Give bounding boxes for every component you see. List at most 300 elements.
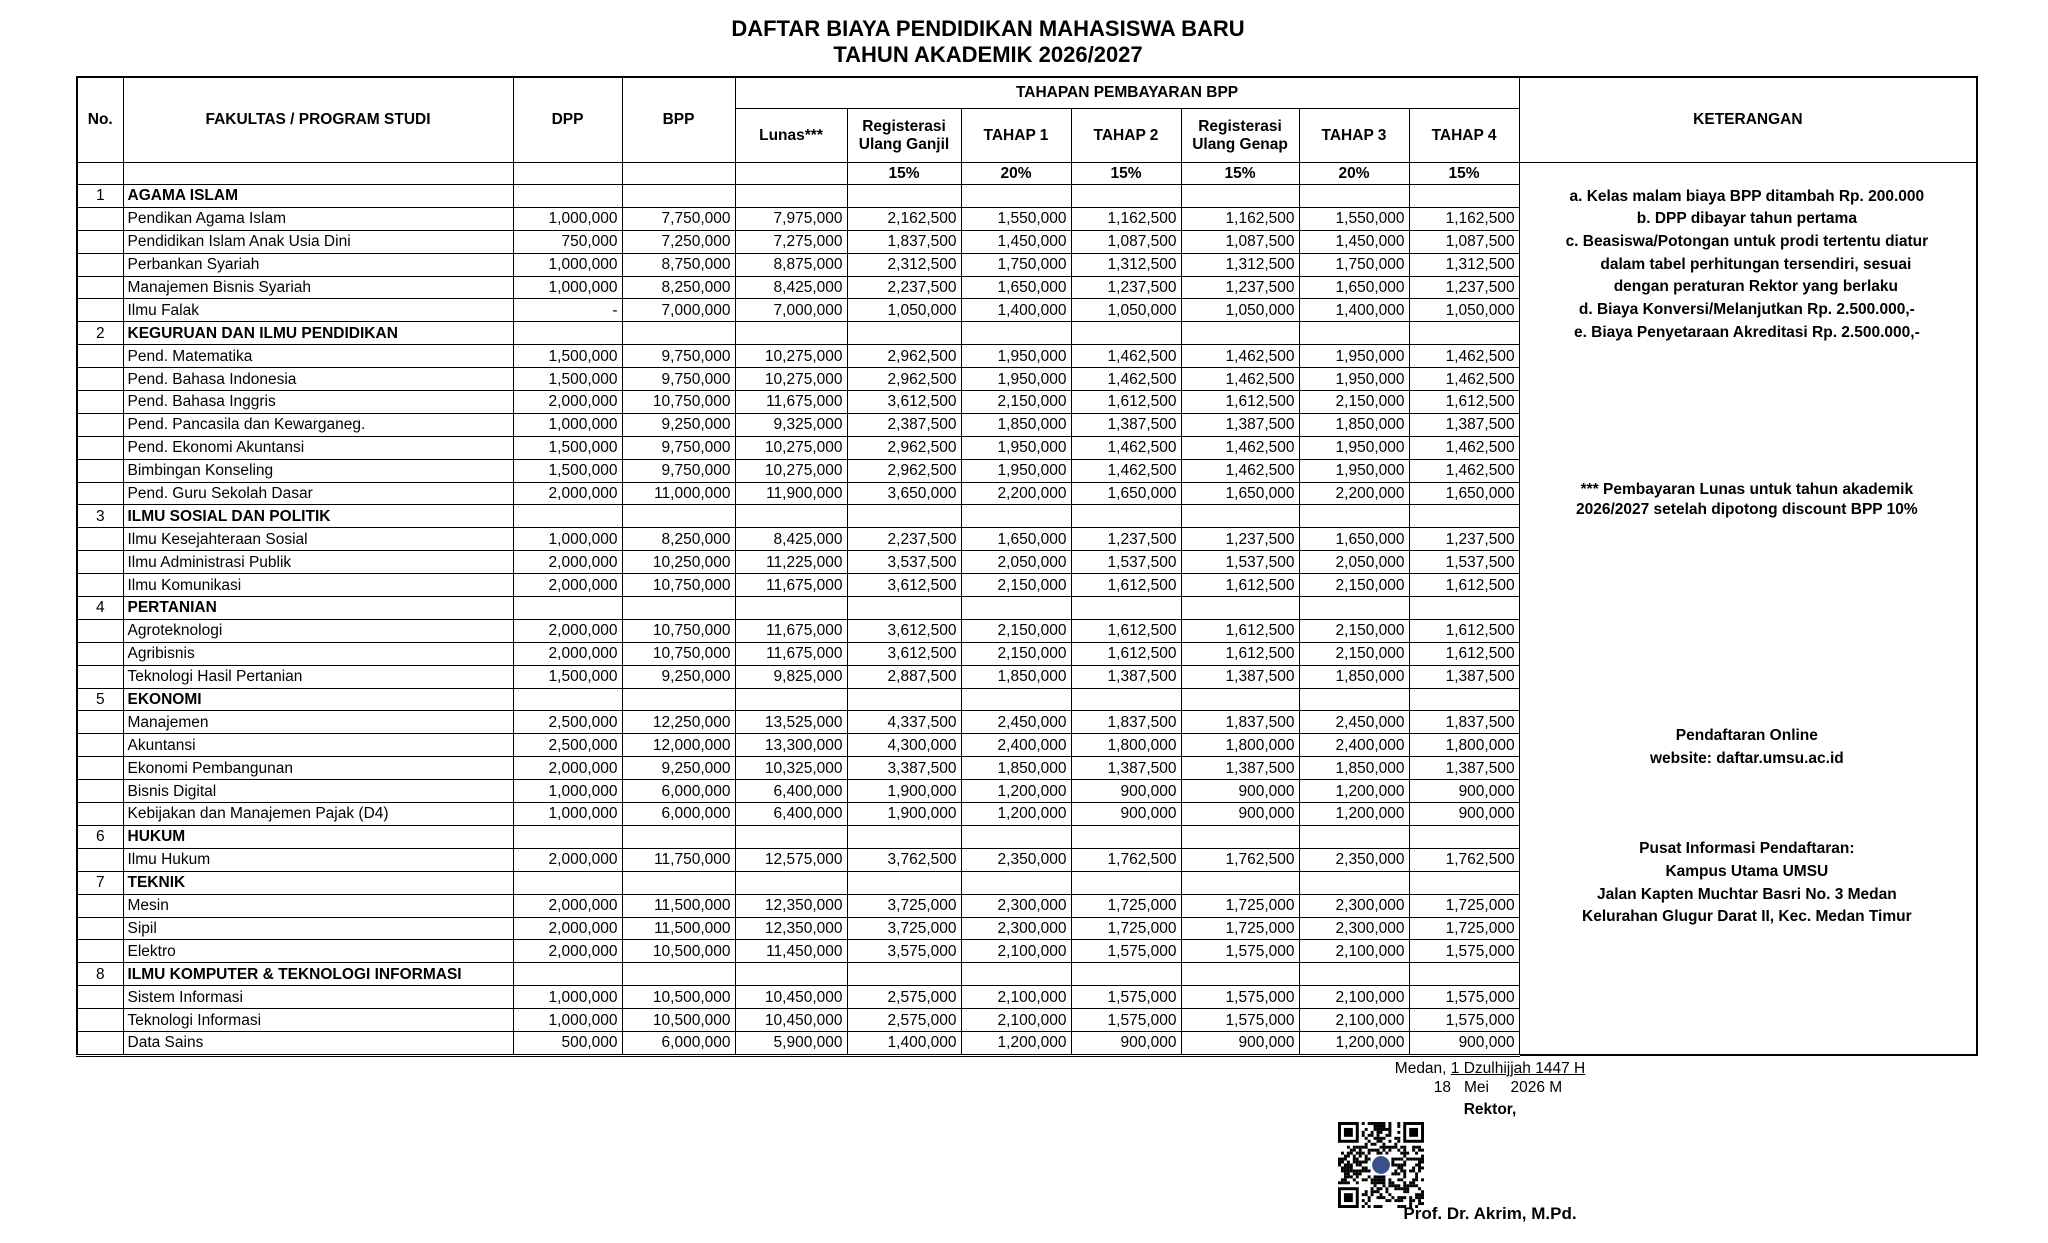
fee-value: 1,537,500: [1071, 551, 1181, 574]
fee-value: 1,575,000: [1181, 986, 1299, 1009]
fee-value: 11,900,000: [735, 482, 847, 505]
fee-value: 1,462,500: [1181, 368, 1299, 391]
fee-value: 7,000,000: [622, 299, 735, 322]
fee-value: 1,462,500: [1409, 368, 1519, 391]
fee-value: 2,387,500: [847, 413, 961, 436]
fee-value: 2,962,500: [847, 436, 961, 459]
fee-value: 11,675,000: [735, 619, 847, 642]
fee-value: 1,312,500: [1181, 253, 1299, 276]
fee-value: 1,200,000: [1299, 803, 1409, 826]
fee-value: 1,850,000: [1299, 757, 1409, 780]
info-center: Pusat Informasi Pendaftaran:: [1639, 840, 1855, 858]
fee-value: 1,462,500: [1071, 436, 1181, 459]
fee-value: 1,462,500: [1181, 436, 1299, 459]
fee-value: 2,350,000: [961, 848, 1071, 871]
fee-value: 1,237,500: [1071, 528, 1181, 551]
fee-value: 900,000: [1409, 780, 1519, 803]
header-tahap3: TAHAP 3: [1299, 109, 1409, 163]
fee-value: 2,575,000: [847, 986, 961, 1009]
fee-value: 1,575,000: [1181, 1009, 1299, 1032]
fee-value: 2,000,000: [513, 391, 622, 414]
fee-value: 1,762,500: [1071, 848, 1181, 871]
fee-value: 900,000: [1181, 1031, 1299, 1055]
fee-value: 1,950,000: [961, 345, 1071, 368]
pct-tahap3: 20%: [1299, 163, 1409, 185]
note-c-cont: dengan peraturan Rektor yang berlaku: [1613, 278, 1898, 296]
fee-value: 1,950,000: [1299, 436, 1409, 459]
fee-value: 11,675,000: [735, 574, 847, 597]
fee-value: 2,500,000: [513, 711, 622, 734]
fee-value: 2,300,000: [1299, 894, 1409, 917]
program-name: Elektro: [123, 940, 513, 963]
fee-value: 1,000,000: [513, 413, 622, 436]
fee-value: 1,650,000: [1299, 276, 1409, 299]
fee-value: 900,000: [1409, 1031, 1519, 1055]
note-lunas: 2026/2027 setelah dipotong discount BPP 10%: [1575, 500, 1918, 518]
fee-value: 8,250,000: [622, 528, 735, 551]
fee-value: 11,500,000: [622, 894, 735, 917]
percentage-row: [77, 163, 1977, 185]
fee-value: 1,900,000: [847, 780, 961, 803]
fee-value: 11,675,000: [735, 642, 847, 665]
program-name: Pend. Matematika: [123, 345, 513, 368]
program-name: Ilmu Kesejahteraan Sosial: [123, 528, 513, 551]
fee-value: 1,650,000: [1071, 482, 1181, 505]
program-name: Ilmu Hukum: [123, 848, 513, 871]
header-tahap2: TAHAP 2: [1071, 109, 1181, 163]
fee-value: 7,750,000: [622, 207, 735, 230]
fee-value: 1,850,000: [1299, 665, 1409, 688]
fee-value: 2,300,000: [961, 894, 1071, 917]
fee-value: 1,500,000: [513, 665, 622, 688]
program-name: Manajemen Bisnis Syariah: [123, 276, 513, 299]
fee-value: 3,575,000: [847, 940, 961, 963]
fee-value: 2,162,500: [847, 207, 961, 230]
fee-value: 11,750,000: [622, 848, 735, 871]
faculty-name: PERTANIAN: [123, 597, 513, 620]
fee-value: 1,850,000: [961, 413, 1071, 436]
fee-value: 1,000,000: [513, 253, 622, 276]
fee-value: 1,000,000: [513, 1009, 622, 1032]
fee-value: 2,000,000: [513, 642, 622, 665]
fee-value: 1,750,000: [961, 253, 1071, 276]
fee-value: 1,200,000: [1299, 780, 1409, 803]
document-subtitle: TAHUN AKADEMIK 2026/2027: [833, 42, 1143, 67]
fee-value: 2,450,000: [961, 711, 1071, 734]
fee-value: 1,200,000: [961, 1031, 1071, 1055]
note-c-cont: dalam tabel perhitungan tersendiri, sesuai: [1600, 255, 1912, 273]
fee-value: 1,800,000: [1409, 734, 1519, 757]
fee-value: 1,087,500: [1181, 230, 1299, 253]
program-name: Pend. Pancasila dan Kewarganeg.: [123, 413, 513, 436]
fee-value: 1,462,500: [1071, 368, 1181, 391]
fee-value: 1,725,000: [1071, 917, 1181, 940]
program-name: Agroteknologi: [123, 619, 513, 642]
faculty-name: HUKUM: [123, 825, 513, 848]
fee-value: 1,650,000: [1409, 482, 1519, 505]
fee-value: 3,612,500: [847, 574, 961, 597]
note-lunas: *** Pembayaran Lunas untuk tahun akademik: [1580, 480, 1914, 498]
fee-value: 1,387,500: [1181, 665, 1299, 688]
fee-value: 1,462,500: [1071, 459, 1181, 482]
program-name: Mesin: [123, 894, 513, 917]
program-name: Manajemen: [123, 711, 513, 734]
header-tahap1: TAHAP 1: [961, 109, 1071, 163]
fee-value: 1,550,000: [1299, 207, 1409, 230]
fee-value: 1,612,500: [1181, 574, 1299, 597]
fee-value: 1,462,500: [1409, 436, 1519, 459]
info-center: Jalan Kapten Muchtar Basri No. 3 Medan: [1596, 885, 1897, 903]
fee-value: 9,750,000: [622, 436, 735, 459]
fee-table: [76, 76, 1978, 1057]
program-name: Teknologi Informasi: [123, 1009, 513, 1032]
fee-value: 1,537,500: [1409, 551, 1519, 574]
fee-value: 9,250,000: [622, 665, 735, 688]
fee-value: 3,725,000: [847, 917, 961, 940]
fee-value: 2,100,000: [1299, 940, 1409, 963]
fee-value: 1,000,000: [513, 780, 622, 803]
fee-value: 1,312,500: [1409, 253, 1519, 276]
fee-value: 1,575,000: [1071, 986, 1181, 1009]
note-d: d. Biaya Konversi/Melanjutkan Rp. 2.500.000,-: [1578, 301, 1915, 319]
pct-tahap1: 20%: [961, 163, 1071, 185]
fee-value: 1,050,000: [1409, 299, 1519, 322]
program-name: Agribisnis: [123, 642, 513, 665]
fee-value: 3,725,000: [847, 894, 961, 917]
fee-value: 10,450,000: [735, 986, 847, 1009]
fee-value: 10,275,000: [735, 368, 847, 391]
fee-value: 9,325,000: [735, 413, 847, 436]
header-lunas: Lunas***: [735, 109, 847, 163]
fee-value: 1,725,000: [1181, 894, 1299, 917]
fee-value: 9,750,000: [622, 459, 735, 482]
fee-value: 1,462,500: [1181, 345, 1299, 368]
fee-value: 1,400,000: [961, 299, 1071, 322]
fee-value: 2,150,000: [961, 642, 1071, 665]
fee-value: 2,150,000: [961, 619, 1071, 642]
fee-value: 7,275,000: [735, 230, 847, 253]
faculty-number: 2: [77, 322, 123, 345]
fee-value: 1,387,500: [1071, 665, 1181, 688]
program-row: [77, 1031, 1977, 1055]
fee-value: 6,000,000: [622, 803, 735, 826]
fee-value: 1,612,500: [1409, 574, 1519, 597]
fee-value: 900,000: [1071, 1031, 1181, 1055]
fee-value: 6,400,000: [735, 803, 847, 826]
faculty-name: EKONOMI: [123, 688, 513, 711]
fee-value: 2,450,000: [1299, 711, 1409, 734]
header-dpp: DPP: [513, 77, 622, 163]
hijri-date: 1 Dzulhijjah 1447 H: [1450, 1060, 1586, 1077]
fee-value: 500,000: [513, 1031, 622, 1055]
fee-value: 9,750,000: [622, 345, 735, 368]
fee-value: 1,575,000: [1409, 1009, 1519, 1032]
faculty-name: AGAMA ISLAM: [123, 185, 513, 208]
faculty-number: 3: [77, 505, 123, 528]
fee-value: 1,650,000: [1181, 482, 1299, 505]
fee-value: 1,612,500: [1071, 391, 1181, 414]
info-center: Kampus Utama UMSU: [1665, 862, 1829, 880]
fee-value: 1,462,500: [1071, 345, 1181, 368]
fee-value: 1,575,000: [1071, 1009, 1181, 1032]
fee-value: 7,000,000: [735, 299, 847, 322]
fee-value: 10,275,000: [735, 345, 847, 368]
fee-value: 8,250,000: [622, 276, 735, 299]
faculty-name: TEKNIK: [123, 871, 513, 894]
fee-value: 1,837,500: [847, 230, 961, 253]
fee-value: 1,725,000: [1071, 894, 1181, 917]
fee-value: 1,237,500: [1409, 528, 1519, 551]
fee-value: 1,575,000: [1071, 940, 1181, 963]
faculty-number: 1: [77, 185, 123, 208]
fee-value: 10,275,000: [735, 436, 847, 459]
fee-value: 6,400,000: [735, 780, 847, 803]
fee-value: 12,350,000: [735, 894, 847, 917]
fee-value: 1,000,000: [513, 207, 622, 230]
fee-value: 6,000,000: [622, 780, 735, 803]
fee-value: 9,750,000: [622, 368, 735, 391]
fee-value: 2,400,000: [961, 734, 1071, 757]
fee-value: 1,450,000: [1299, 230, 1409, 253]
fee-value: 11,450,000: [735, 940, 847, 963]
fee-value: 1,612,500: [1409, 391, 1519, 414]
program-name: Pendikan Agama Islam: [123, 207, 513, 230]
fee-value: 2,575,000: [847, 1009, 961, 1032]
header-program: FAKULTAS / PROGRAM STUDI: [123, 77, 513, 163]
fee-value: 1,050,000: [847, 299, 961, 322]
fee-value: 1,950,000: [1299, 368, 1409, 391]
signature-place-date: Medan, 1 Dzulhijjah 1447 H: [1394, 1060, 1586, 1077]
fee-value: 11,225,000: [735, 551, 847, 574]
fee-value: 900,000: [1071, 780, 1181, 803]
fee-value: 12,575,000: [735, 848, 847, 871]
fee-value: 11,500,000: [622, 917, 735, 940]
fee-value: 1,087,500: [1409, 230, 1519, 253]
fee-value: 1,612,500: [1409, 619, 1519, 642]
fee-value: 1,462,500: [1409, 345, 1519, 368]
fee-value: 1,650,000: [1299, 528, 1409, 551]
fee-value: 1,612,500: [1181, 619, 1299, 642]
fee-value: 1,200,000: [961, 803, 1071, 826]
fee-value: 2,000,000: [513, 619, 622, 642]
fee-value: 1,837,500: [1181, 711, 1299, 734]
fee-value: 8,875,000: [735, 253, 847, 276]
header-bpp: BPP: [622, 77, 735, 163]
pct-tahap4: 15%: [1409, 163, 1519, 185]
fee-value: 10,275,000: [735, 459, 847, 482]
fee-value: 1,500,000: [513, 436, 622, 459]
note-e: e. Biaya Penyetaraan Akreditasi Rp. 2.500.000,-: [1573, 323, 1920, 341]
keterangan-notes: [1519, 163, 1977, 1032]
fee-value: 1,387,500: [1409, 413, 1519, 436]
fee-value: 3,612,500: [847, 642, 961, 665]
online-registration: Pendaftaran Online: [1675, 726, 1818, 744]
fee-value: 7,975,000: [735, 207, 847, 230]
fee-value: 12,350,000: [735, 917, 847, 940]
fee-value: 1,837,500: [1071, 711, 1181, 734]
fee-value: 2,100,000: [1299, 986, 1409, 1009]
document-title: DAFTAR BIAYA PENDIDIKAN MAHASISWA BARU: [731, 16, 1245, 41]
fee-value: 1,612,500: [1071, 619, 1181, 642]
program-name: Pend. Ekonomi Akuntansi: [123, 436, 513, 459]
fee-value: 2,150,000: [1299, 619, 1409, 642]
fee-value: 1,462,500: [1181, 459, 1299, 482]
fee-value: 1,575,000: [1409, 986, 1519, 1009]
fee-value: 1,237,500: [1181, 528, 1299, 551]
fee-value: 900,000: [1181, 803, 1299, 826]
fee-value: 8,425,000: [735, 528, 847, 551]
fee-value: 1,450,000: [961, 230, 1071, 253]
faculty-number: 5: [77, 688, 123, 711]
qr-code: [1338, 1122, 1424, 1208]
fee-value: 2,500,000: [513, 734, 622, 757]
fee-value: 2,400,000: [1299, 734, 1409, 757]
fee-value: 1,725,000: [1409, 917, 1519, 940]
fee-value: 1,950,000: [1299, 459, 1409, 482]
fee-value: 2,200,000: [1299, 482, 1409, 505]
fee-value: 10,250,000: [622, 551, 735, 574]
faculty-name: ILMU SOSIAL DAN POLITIK: [123, 505, 513, 528]
pct-tahap2: 15%: [1071, 163, 1181, 185]
fee-value: 3,762,500: [847, 848, 961, 871]
header-reg-ganjil: Registerasi Ulang Ganjil: [847, 109, 961, 163]
fee-value: 2,000,000: [513, 894, 622, 917]
fee-value: 1,612,500: [1071, 642, 1181, 665]
fee-value: 1,850,000: [961, 665, 1071, 688]
fee-value: 13,300,000: [735, 734, 847, 757]
fee-value: 1,612,500: [1181, 391, 1299, 414]
fee-value: 900,000: [1409, 803, 1519, 826]
fee-value: 3,612,500: [847, 619, 961, 642]
fee-value: 2,000,000: [513, 848, 622, 871]
fee-value: 1,387,500: [1409, 665, 1519, 688]
fee-value: 2,150,000: [961, 391, 1071, 414]
fee-value: 10,500,000: [622, 986, 735, 1009]
program-name: Data Sains: [123, 1031, 513, 1055]
fee-value: 3,537,500: [847, 551, 961, 574]
fee-value: 2,300,000: [1299, 917, 1409, 940]
fee-value: 1,400,000: [847, 1031, 961, 1055]
fee-value: 3,387,500: [847, 757, 961, 780]
fee-value: 12,250,000: [622, 711, 735, 734]
fee-value: 2,887,500: [847, 665, 961, 688]
fee-value: 10,750,000: [622, 574, 735, 597]
fee-value: 1,237,500: [1071, 276, 1181, 299]
fee-value: 2,150,000: [1299, 391, 1409, 414]
note-b: b. DPP dibayar tahun pertama: [1636, 210, 1857, 228]
program-name: Ilmu Falak: [123, 299, 513, 322]
fee-value: 6,000,000: [622, 1031, 735, 1055]
fee-value: 1,950,000: [961, 436, 1071, 459]
fee-value: 9,250,000: [622, 757, 735, 780]
fee-value: 1,900,000: [847, 803, 961, 826]
fee-value: 1,612,500: [1181, 642, 1299, 665]
fee-value: 4,300,000: [847, 734, 961, 757]
gregorian-date: 18 Mei 2026 M: [1433, 1079, 1563, 1096]
fee-value: 2,000,000: [513, 574, 622, 597]
header-keterangan: KETERANGAN: [1519, 77, 1977, 163]
fee-value: 1,000,000: [513, 276, 622, 299]
fee-value: 8,750,000: [622, 253, 735, 276]
fee-value: 2,200,000: [961, 482, 1071, 505]
fee-value: 13,525,000: [735, 711, 847, 734]
program-name: Akuntansi: [123, 734, 513, 757]
fee-value: 10,750,000: [622, 642, 735, 665]
info-center: Kelurahan Glugur Darat II, Kec. Medan Timur: [1582, 908, 1912, 926]
fee-value: 7,250,000: [622, 230, 735, 253]
fee-value: 10,325,000: [735, 757, 847, 780]
fee-value: 1,800,000: [1071, 734, 1181, 757]
fee-value: 1,387,500: [1071, 757, 1181, 780]
fee-value: 2,150,000: [1299, 574, 1409, 597]
fee-value: 2,100,000: [961, 940, 1071, 963]
faculty-name: ILMU KOMPUTER & TEKNOLOGI INFORMASI: [123, 963, 513, 986]
header-no: No.: [77, 77, 123, 163]
fee-value: 1,725,000: [1181, 917, 1299, 940]
fee-value: 1,400,000: [1299, 299, 1409, 322]
fee-value: 9,825,000: [735, 665, 847, 688]
fee-value: 2,000,000: [513, 757, 622, 780]
fee-value: 1,000,000: [513, 528, 622, 551]
note-c: c. Beasiswa/Potongan untuk prodi tertentu diatur: [1565, 233, 1929, 251]
fee-value: 1,762,500: [1409, 848, 1519, 871]
fee-value: 1,575,000: [1409, 940, 1519, 963]
pct-reg-genap: 15%: [1181, 163, 1299, 185]
fee-value: 2,150,000: [961, 574, 1071, 597]
fee-value: 11,000,000: [622, 482, 735, 505]
fee-value: 1,500,000: [513, 459, 622, 482]
program-name: Bisnis Digital: [123, 780, 513, 803]
fee-value: 1,387,500: [1071, 413, 1181, 436]
fee-value: 2,000,000: [513, 917, 622, 940]
program-name: Ilmu Administrasi Publik: [123, 551, 513, 574]
fee-value: 2,000,000: [513, 551, 622, 574]
note-a: a. Kelas malam biaya BPP ditambah Rp. 200.000: [1569, 187, 1925, 205]
signature-role: Rektor,: [1463, 1101, 1517, 1118]
fee-value: 750,000: [513, 230, 622, 253]
program-name: Ilmu Komunikasi: [123, 574, 513, 597]
online-website: website: daftar.umsu.ac.id: [1649, 749, 1844, 767]
fee-value: 1,800,000: [1181, 734, 1299, 757]
program-name: Sistem Informasi: [123, 986, 513, 1009]
fee-value: 1,162,500: [1181, 207, 1299, 230]
fee-value: 3,650,000: [847, 482, 961, 505]
fee-value: 2,100,000: [1299, 1009, 1409, 1032]
fee-value: 2,100,000: [961, 986, 1071, 1009]
fee-value: 1,237,500: [1409, 276, 1519, 299]
fee-value: 1,387,500: [1409, 757, 1519, 780]
program-name: Pend. Bahasa Inggris: [123, 391, 513, 414]
fee-value: 900,000: [1071, 803, 1181, 826]
fee-value: 10,500,000: [622, 940, 735, 963]
fee-value: 10,750,000: [622, 619, 735, 642]
fee-value: 1,762,500: [1181, 848, 1299, 871]
fee-value: 1,500,000: [513, 368, 622, 391]
faculty-number: 4: [77, 597, 123, 620]
header-reg-genap: Registerasi Ulang Genap: [1181, 109, 1299, 163]
fee-value: 2,050,000: [961, 551, 1071, 574]
fee-value: 2,300,000: [961, 917, 1071, 940]
fee-value: 1,387,500: [1181, 413, 1299, 436]
program-name: Pend. Guru Sekolah Dasar: [123, 482, 513, 505]
fee-value: 1,612,500: [1071, 574, 1181, 597]
program-name: Pendidikan Islam Anak Usia Dini: [123, 230, 513, 253]
fee-value: 2,000,000: [513, 482, 622, 505]
fee-value: 1,650,000: [961, 276, 1071, 299]
fee-value: 1,537,500: [1181, 551, 1299, 574]
fee-value: 3,612,500: [847, 391, 961, 414]
fee-value: 2,962,500: [847, 459, 961, 482]
